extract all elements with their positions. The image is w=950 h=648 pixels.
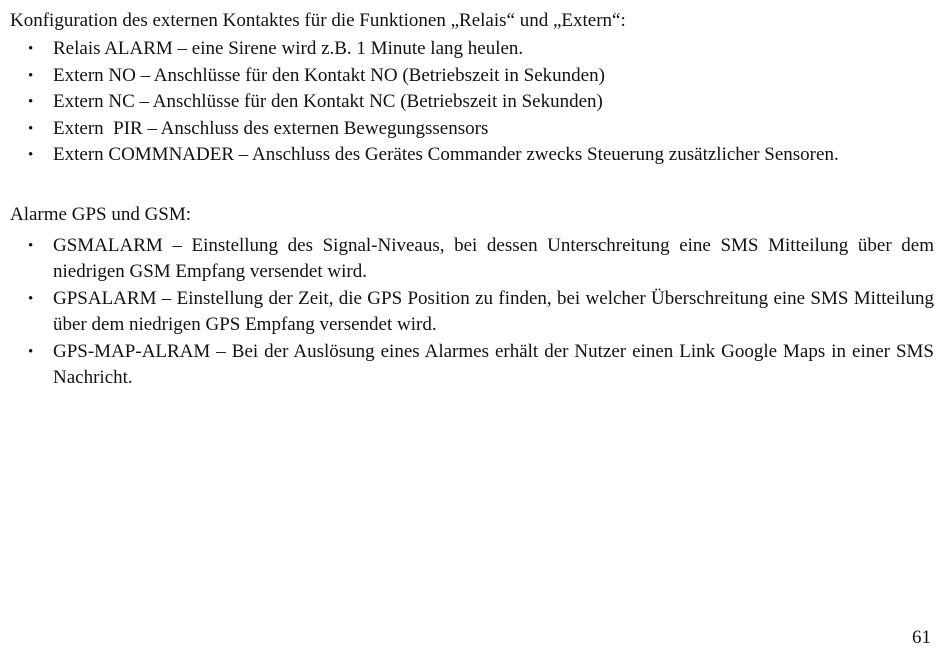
section-heading-alarms: Alarme GPS und GSM: bbox=[10, 203, 192, 225]
list-item bbox=[10, 339, 934, 392]
list-item bbox=[10, 36, 934, 63]
list-item-text: Extern PIR – Anschluss des externen Bewegungssensors bbox=[53, 117, 489, 139]
bullet-icon: • bbox=[28, 67, 34, 84]
list-item-text: GPS-MAP-ALRAM – Bei der Auslösung eines Alarmes erhält der Nutzer einen Link Google Maps in einer SMS Nachricht. bbox=[53, 340, 934, 388]
gps-gsm-alarms-list bbox=[10, 233, 934, 392]
bullet-icon: • bbox=[28, 147, 34, 163]
list-item bbox=[10, 116, 934, 143]
bullet-icon: • bbox=[28, 237, 34, 254]
list-item bbox=[10, 286, 934, 339]
section-heading-contacts: Konfiguration des externen Kontaktes für die Funktionen „Relais“ und „Extern“: bbox=[10, 10, 626, 31]
list-item bbox=[10, 142, 934, 169]
contact-functions-list bbox=[10, 36, 934, 169]
list-item-text: GPSALARM – Einstellung der Zeit, die GPS Position zu finden, bei welcher Überschreitung eine SMS Mitteilung über dem niedrigen GPS Empfang versendet wird. bbox=[53, 287, 934, 335]
bullet-icon: • bbox=[28, 94, 34, 110]
list-item-text: Extern NO – Anschlüsse für den Kontakt NO (Betriebszeit in Sekunden) bbox=[53, 64, 605, 86]
document-page bbox=[10, 8, 934, 392]
bullet-icon: • bbox=[28, 120, 34, 137]
bullet-icon: • bbox=[28, 343, 34, 360]
list-item bbox=[10, 233, 934, 286]
list-item bbox=[10, 89, 934, 116]
list-item-text: Extern COMMNADER – Anschluss des Gerätes Commander zwecks Steuerung zusätzlicher Sensoren. bbox=[53, 144, 839, 165]
list-item-text: Extern NC – Anschlüsse für den Kontakt NC (Betriebszeit in Sekunden) bbox=[53, 91, 603, 112]
bullet-icon: • bbox=[28, 41, 34, 57]
list-item bbox=[10, 63, 934, 90]
bullet-icon: • bbox=[28, 290, 34, 307]
list-item-text: Relais ALARM – eine Sirene wird z.B. 1 Minute lang heulen. bbox=[53, 38, 524, 59]
page-number: 61 bbox=[912, 627, 931, 648]
list-item-text: GSMALARM – Einstellung des Signal-Niveaus, bei dessen Unterschreitung eine SMS Mitteilung über dem niedrigen GSM Empfang versendet wird. bbox=[53, 234, 934, 282]
